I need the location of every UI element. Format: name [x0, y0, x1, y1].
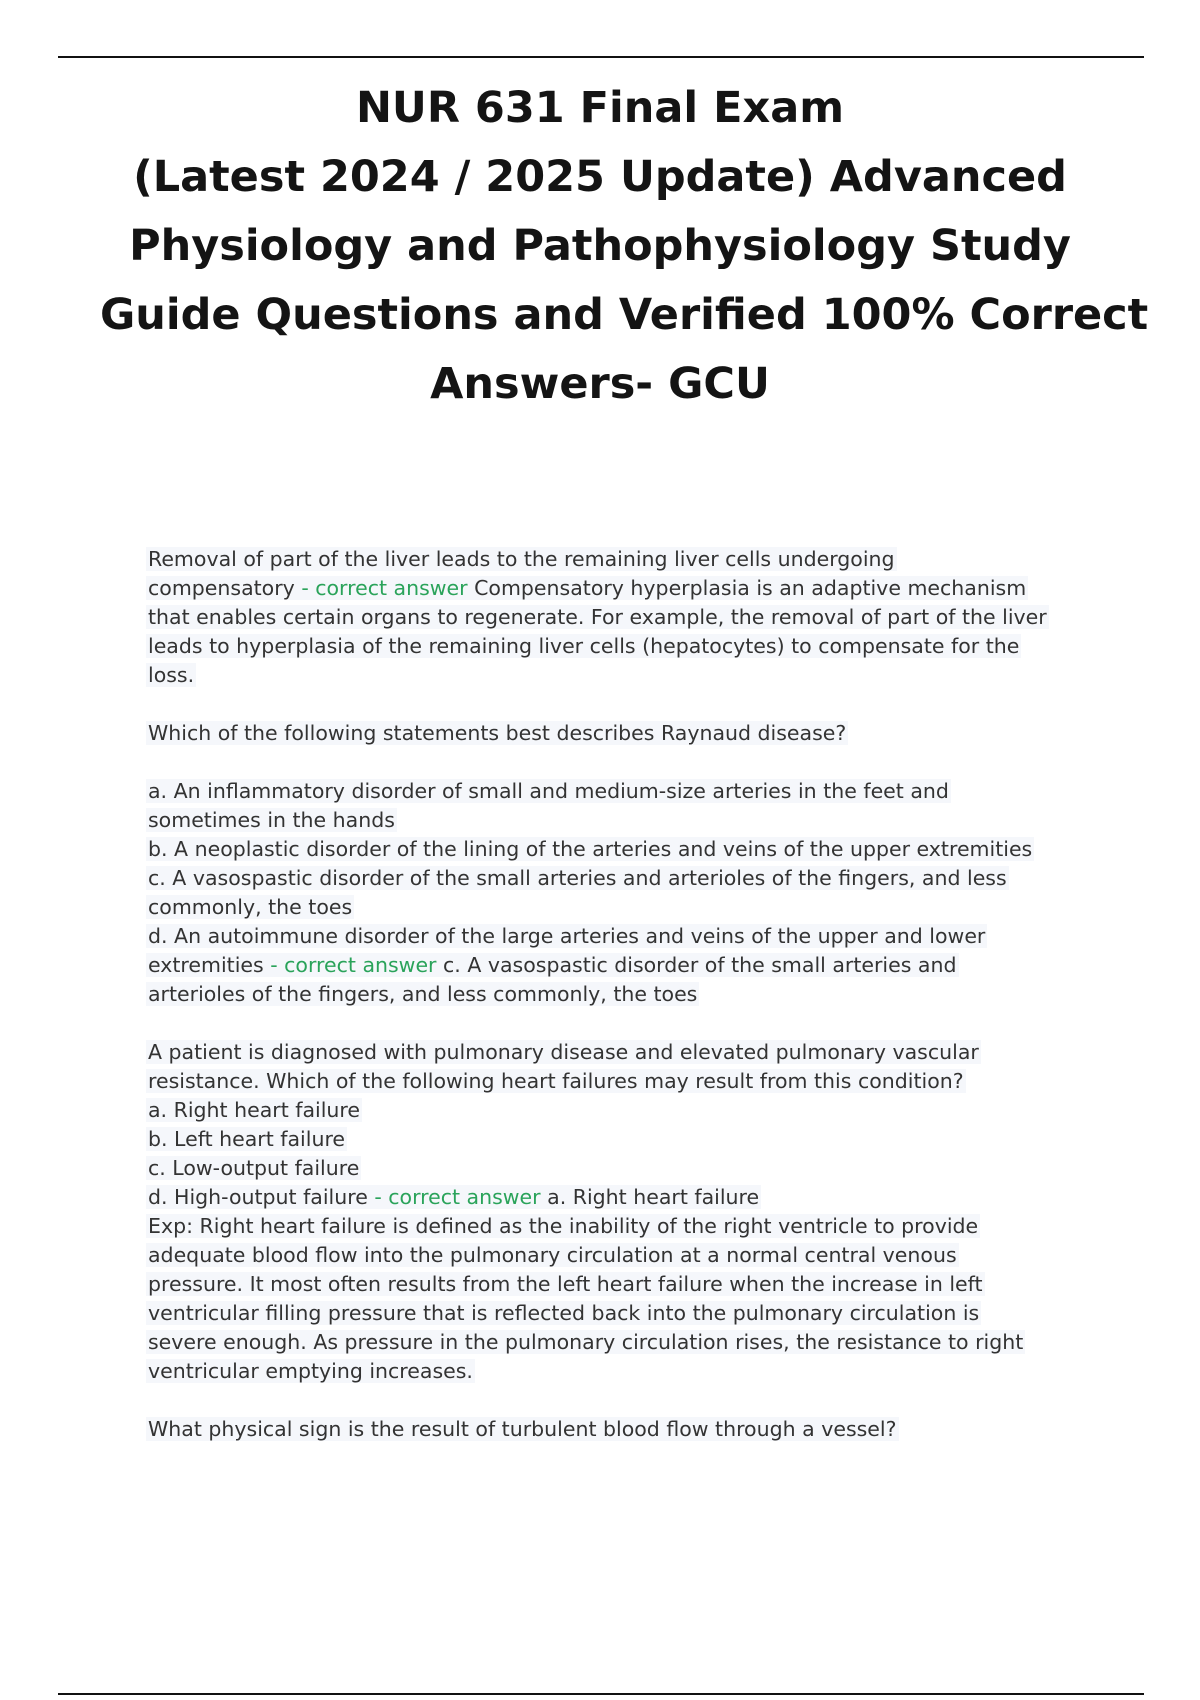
text-segment: c. A vasospastic disorder of the small arteries and arterioles of the fingers, and less — [148, 866, 1007, 890]
text-segment: sometimes in the hands — [148, 808, 395, 832]
text-segment: Exp: Right heart failure is defined as the inability of the right ventricle to provide — [148, 1214, 979, 1238]
question-block-raynaud-options — [146, 777, 1106, 1009]
correct-answer-marker: - correct answer — [270, 953, 437, 977]
answer-text: Compensatory hyperplasia is an adaptive mechanism — [467, 576, 1027, 600]
text-segment — [146, 576, 1028, 600]
answer-text: that enables certain organs to regenerate. For example, the removal of part of the liver — [148, 605, 1047, 629]
text-segment: d. An autoimmune disorder of the large arteries and veins of the upper and lower — [148, 924, 986, 948]
explanation-line — [146, 1212, 1106, 1241]
question-block-raynaud-prompt — [146, 719, 1106, 748]
title-line: Guide Questions and Verified 100% Correct — [100, 290, 1149, 340]
question-text — [146, 1415, 1106, 1444]
option-line — [146, 980, 1106, 1009]
text-line — [146, 574, 1106, 603]
option-line — [146, 1183, 1106, 1212]
option-line — [146, 1096, 1106, 1125]
text-line — [146, 661, 1106, 690]
answer-text: c. A vasospastic disorder of the small arteries and — [436, 953, 957, 977]
bottom-rule — [58, 1693, 1144, 1695]
option-line — [146, 777, 1106, 806]
question-text — [146, 719, 1106, 748]
text-segment: commonly, the toes — [148, 895, 353, 919]
question-block-liver — [146, 545, 1106, 690]
explanation-line — [146, 1270, 1106, 1299]
title-line: Physiology and Pathophysiology Study — [129, 221, 1071, 271]
option-line — [146, 1154, 1106, 1183]
explanation-line — [146, 1328, 1106, 1357]
text-segment: Which of the following statements best describes Raynaud disease? — [148, 721, 847, 745]
correct-answer-marker: - correct answer — [374, 1185, 541, 1209]
explanation-line — [146, 1357, 1106, 1386]
option-line — [146, 1125, 1106, 1154]
text-segment — [146, 1185, 761, 1209]
title-line: NUR 631 Final Exam — [355, 83, 845, 133]
option-line — [146, 893, 1106, 922]
text-line — [146, 632, 1106, 661]
correct-answer-marker: - correct answer — [301, 576, 468, 600]
answer-text: leads to hyperplasia of the remaining liver cells (hepatocytes) to compensate for the — [148, 634, 1020, 658]
answer-text: a. Right heart failure — [540, 1185, 760, 1209]
text-segment: Removal of part of the liver leads to the remaining liver cells undergoing — [148, 547, 895, 571]
text-segment: compensatory — [148, 576, 302, 600]
question-text — [146, 1038, 1106, 1067]
question-text — [146, 1067, 1106, 1096]
option-line — [146, 922, 1106, 951]
text-segment: ventricular filling pressure that is reflected back into the pulmonary circulation is — [148, 1301, 980, 1325]
text-segment: c. Low-output failure — [148, 1156, 360, 1180]
text-segment: A patient is diagnosed with pulmonary disease and elevated pulmonary vascular — [148, 1040, 979, 1064]
top-rule — [58, 56, 1144, 58]
text-segment: ventricular emptying increases. — [148, 1359, 473, 1383]
answer-text: loss. — [148, 663, 195, 687]
question-block-turbulent-flow — [146, 1415, 1106, 1444]
text-line — [146, 603, 1106, 632]
text-segment: adequate blood flow into the pulmonary circulation at a normal central venous — [148, 1243, 957, 1267]
title-line: Answers- GCU — [430, 359, 770, 409]
text-segment: a. An inflammatory disorder of small and medium-size arteries in the feet and — [148, 779, 949, 803]
text-segment: resistance. Which of the following heart failures may result from this condition? — [148, 1069, 964, 1093]
text-segment: a. Right heart failure — [148, 1098, 360, 1122]
text-segment: d. High-output failure — [148, 1185, 375, 1209]
option-line — [146, 835, 1106, 864]
option-line — [146, 806, 1106, 835]
text-segment: pressure. It most often results from the left heart failure when the increase in left — [148, 1272, 983, 1296]
explanation-line — [146, 1241, 1106, 1270]
text-segment: b. A neoplastic disorder of the lining of the arteries and veins of the upper extremities — [148, 837, 1033, 861]
text-line — [146, 545, 1106, 574]
option-line — [146, 864, 1106, 893]
explanation-line — [146, 1299, 1106, 1328]
text-segment: severe enough. As pressure in the pulmonary circulation rises, the resistance to right — [148, 1330, 1024, 1354]
answer-text: arterioles of the fingers, and less commonly, the toes — [148, 982, 698, 1006]
text-segment: What physical sign is the result of turbulent blood flow through a vessel? — [148, 1417, 897, 1441]
option-line — [146, 951, 1106, 980]
text-segment — [146, 953, 959, 977]
text-segment: b. Left heart failure — [148, 1127, 346, 1151]
question-block-heart-failure — [146, 1038, 1106, 1386]
page-title — [100, 74, 1149, 419]
title-line: (Latest 2024 / 2025 Update) Advanced — [133, 152, 1067, 202]
text-segment: extremities — [148, 953, 271, 977]
document-body — [146, 545, 1106, 1473]
